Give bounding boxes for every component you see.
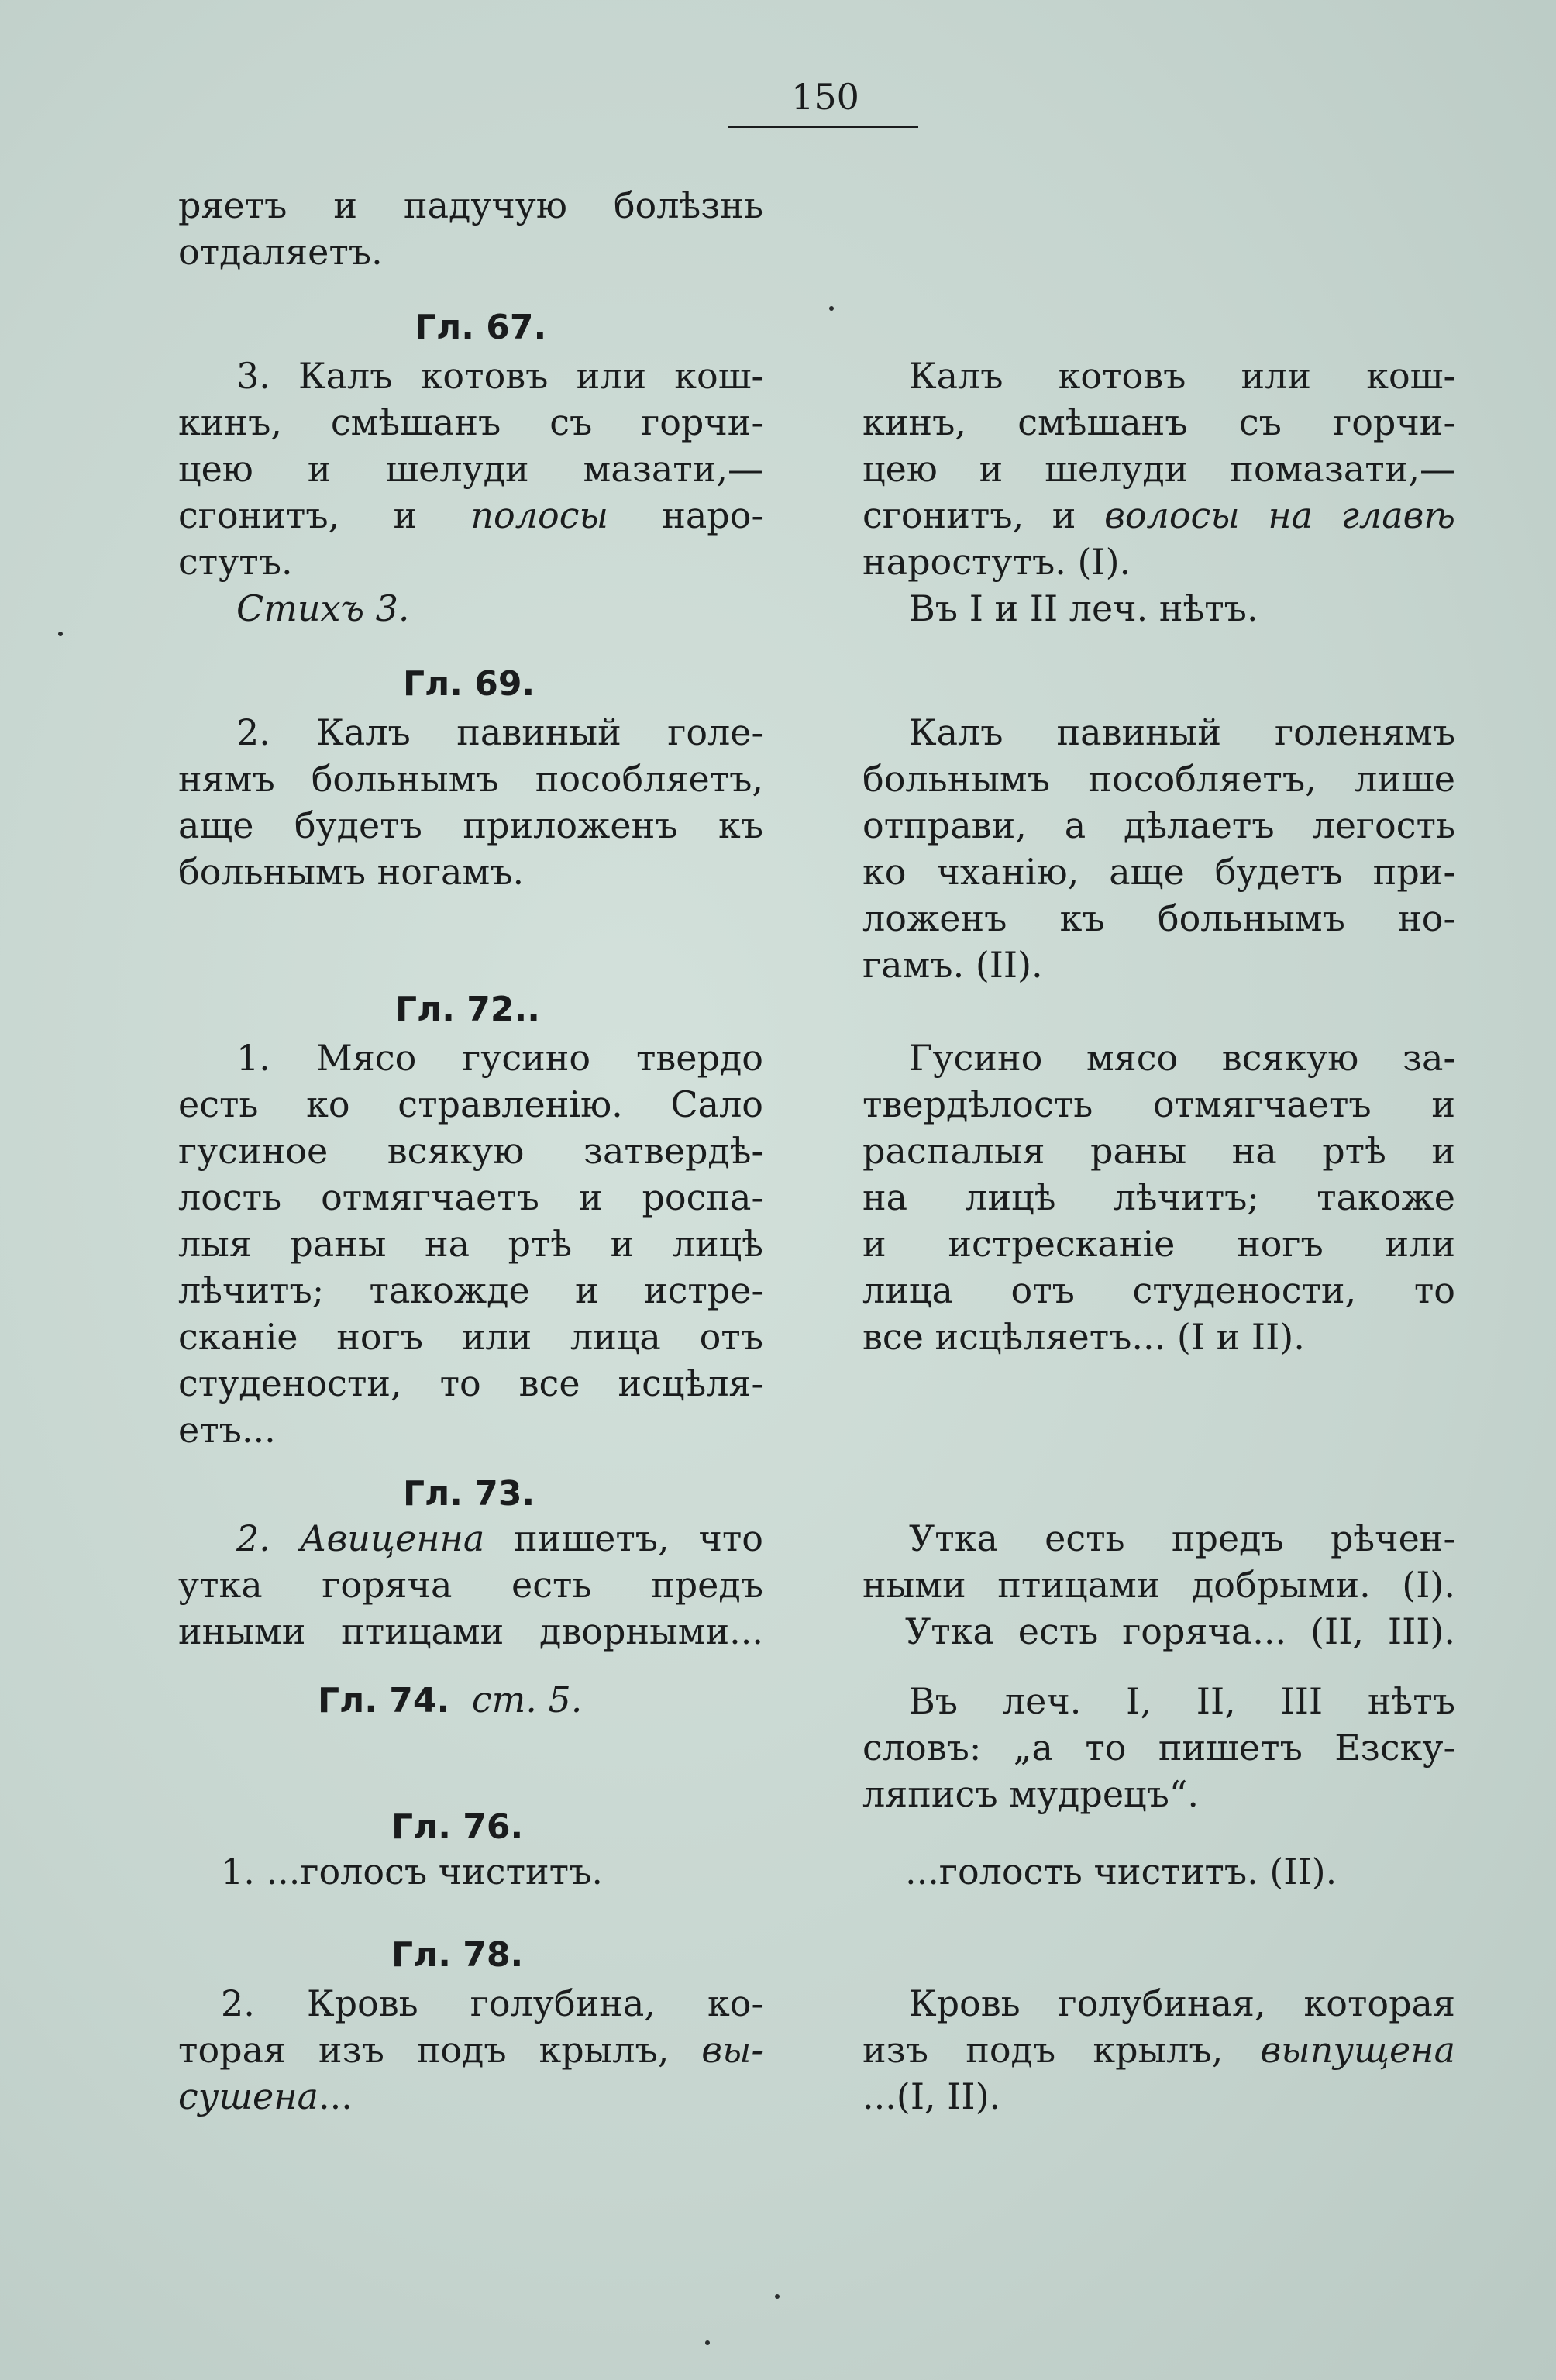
- right-column-text-line: лица отъ студености, то: [862, 1269, 1455, 1311]
- right-column-text-line: ложенъ къ больнымъ но-: [862, 897, 1455, 939]
- left-column-text-line: лѣчитъ; такожде и истре-: [178, 1269, 763, 1311]
- left-column-text-line: сушена...: [178, 2075, 353, 2117]
- print-speck: [775, 2294, 780, 2299]
- chapter-heading: Гл. 72..: [395, 990, 540, 1029]
- right-column-text-line: ными птицами добрыми. (І).: [862, 1564, 1455, 1606]
- left-column-text-line: гусиное всякую затвердѣ-: [178, 1130, 763, 1172]
- right-column-text-line: Въ леч. І, ІІ, ІІІ нѣтъ: [909, 1680, 1455, 1722]
- right-column-text-line: словъ: „а то пишетъ Езску-: [862, 1727, 1455, 1769]
- left-column-text-line: 1. ...голосъ чиститъ.: [221, 1851, 604, 1893]
- left-column-text-line: лыя раны на ртѣ и лицѣ: [178, 1223, 763, 1265]
- left-column-text-line: нямъ больнымъ пособляетъ,: [178, 758, 763, 800]
- left-column-text-line: 2. Калъ павиный голе-: [236, 711, 763, 753]
- left-column-text-line: 3. Калъ котовъ или кош-: [236, 355, 763, 397]
- left-column-text-line: етъ...: [178, 1409, 276, 1451]
- left-column-text-line: ряетъ и падучую болѣзнь: [178, 184, 763, 226]
- right-column-text-line: распалыя раны на ртѣ и: [862, 1130, 1455, 1172]
- left-column-text-line: стутъ.: [178, 541, 293, 583]
- right-column-text-line: Кровь голубиная, которая: [909, 1982, 1455, 2024]
- right-column-text-line: больнымъ пособляетъ, лише: [862, 758, 1455, 800]
- right-column-text-line: Утка есть горяча... (ІІ, ІІІ).: [905, 1610, 1455, 1652]
- right-column-text-line: ко чханію, аще будетъ при-: [862, 851, 1455, 893]
- left-column-text-line: цею и шелуди мазати,—: [178, 448, 763, 490]
- right-column-text-line: ...голость чиститъ. (ІІ).: [905, 1851, 1337, 1893]
- print-speck: [58, 632, 63, 636]
- chapter-heading: Гл. 78.: [391, 1935, 524, 1975]
- print-speck: [829, 306, 834, 311]
- chapter-heading: Гл. 73.: [403, 1474, 535, 1514]
- chapter-heading: Гл. 74. ст. 5.: [318, 1679, 583, 1720]
- right-column-text-line: ...(І, ІІ).: [862, 2075, 1001, 2117]
- left-column-text-line: отдаляетъ.: [178, 231, 383, 273]
- left-column-text-line: лость отмягчаетъ и роспа-: [178, 1176, 763, 1218]
- left-column-text-line: утка горяча есть предъ: [178, 1564, 763, 1606]
- left-column-text-line: больнымъ ногамъ.: [178, 851, 525, 893]
- left-column-text-line: аще будетъ приложенъ къ: [178, 804, 763, 846]
- left-column-text-line: сгонитъ, и полосы наро-: [178, 494, 763, 536]
- right-column-text-line: Калъ котовъ или кош-: [909, 355, 1455, 397]
- left-column-text-line: сканіе ногъ или лица отъ: [178, 1316, 763, 1358]
- right-column-text-line: все исцѣляетъ... (І и ІІ).: [862, 1316, 1305, 1358]
- right-column-text-line: отправи, а дѣлаетъ легость: [862, 804, 1455, 846]
- right-column-text-line: твердѣлость отмягчаетъ и: [862, 1083, 1455, 1125]
- left-column-text-line: 1. Мясо гусино твердо: [236, 1037, 763, 1079]
- right-column-text-line: ляписъ мудрецъ“.: [862, 1773, 1200, 1815]
- left-column-text-line: торая изъ подъ крылъ, вы-: [178, 2029, 763, 2071]
- right-column-text-line: сгонитъ, и волосы на главѣ: [862, 494, 1455, 536]
- print-speck: [705, 2340, 710, 2345]
- left-column-text-line: есть ко стравленію. Сало: [178, 1083, 763, 1125]
- right-column-text-line: Утка есть предъ рѣчен-: [909, 1517, 1455, 1559]
- right-column-text-line: цею и шелуди помазати,—: [862, 448, 1455, 490]
- right-column-text-line: на лицѣ лѣчитъ; такоже: [862, 1176, 1455, 1218]
- left-column-text-line: кинъ, смѣшанъ съ горчи-: [178, 401, 763, 443]
- right-column-text-line: и истресканіе ногъ или: [862, 1223, 1455, 1265]
- chapter-heading: Гл. 69.: [403, 664, 535, 704]
- right-column-text-line: изъ подъ крылъ, выпущена: [862, 2029, 1455, 2071]
- right-column-text-line: кинъ, смѣшанъ съ горчи-: [862, 401, 1455, 443]
- left-column-text-line: 2. Авиценна пишетъ, что: [236, 1517, 763, 1559]
- right-column-text-line: Гусино мясо всякую за-: [909, 1037, 1455, 1079]
- page-number-rule: [728, 126, 918, 128]
- right-column-text-line: Калъ павиный голенямъ: [909, 711, 1455, 753]
- right-column-text-line: гамъ. (ІІ).: [862, 944, 1043, 986]
- left-column-text-line: иными птицами дворными...: [178, 1610, 763, 1652]
- left-column-text-line: 2. Кровь голубина, ко-: [221, 1982, 763, 2024]
- right-column-text-line: Въ І и ІІ леч. нѣтъ.: [909, 587, 1258, 629]
- left-column-text-line: студености, то все исцѣля-: [178, 1362, 763, 1404]
- chapter-heading: Гл. 76.: [391, 1807, 524, 1847]
- left-column-text-line: Стихъ 3.: [236, 587, 410, 629]
- page-number: 150: [791, 76, 859, 118]
- right-column-text-line: наростутъ. (І).: [862, 541, 1131, 583]
- chapter-heading: Гл. 67.: [415, 308, 547, 347]
